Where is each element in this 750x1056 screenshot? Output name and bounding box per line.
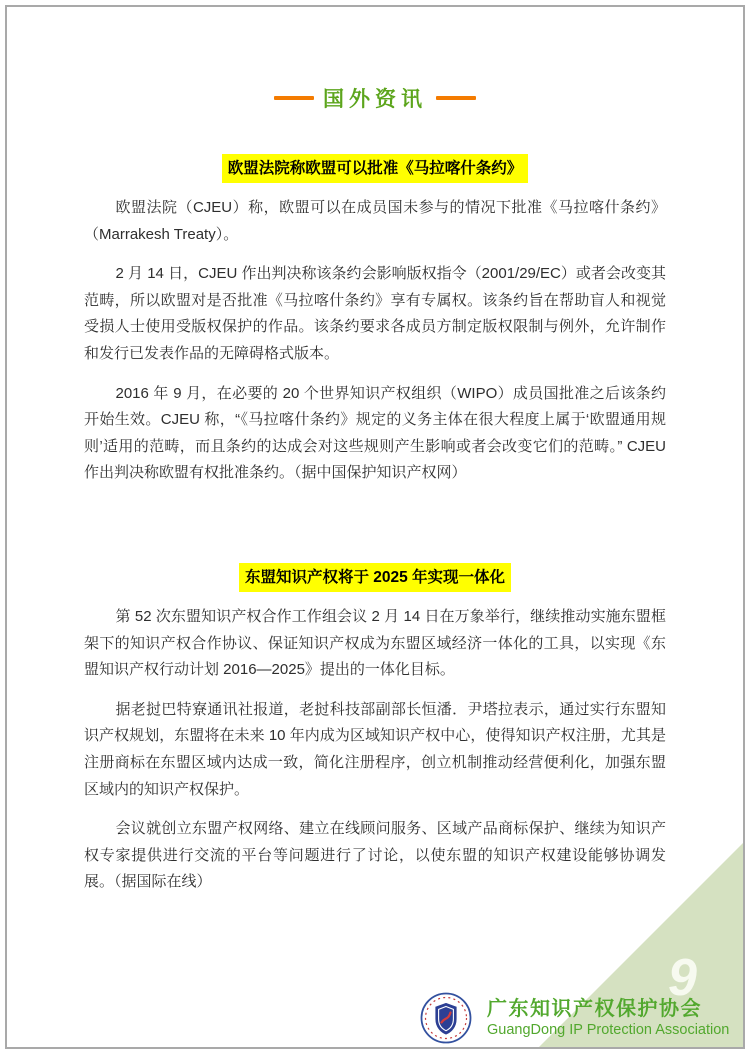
article-title-highlight: 欧盟法院称欧盟可以批准《马拉喀什条约》 (222, 154, 529, 183)
header-dash-right-icon (436, 96, 476, 100)
association-name (487, 997, 729, 1039)
article-title (84, 563, 666, 592)
association-name-en: GuangDong IP Protection Association (487, 1022, 730, 1038)
article-title (84, 154, 666, 183)
section-header (84, 88, 666, 112)
article-paragraph: 欧盟法院（CJEU）称，欧盟可以在成员国未参与的情况下批准《马拉喀什条约》（Marrakesh Treaty）。 (84, 199, 666, 243)
article-paragraph: 2016 年 9 月，在必要的 20 个世界知识产权组织（WIPO）成员国批准之后该条约开始生效。CJEU 称，“《马拉喀什条约》规定的义务主体在很大程度上属于‘欧盟通用规则’适用的范畴，而且条约的达成会对这些规则产生影响或者会改变它们的范畴。” CJEU 作出判决称欧盟有权批准条约。（据中国保护知识产权网） (84, 384, 666, 482)
article-paragraph: 据老挝巴特寮通讯社报道，老挝科技部副部长恒潘．尹塔拉表示，通过实行东盟知识产权规划，东盟将在未来 10 年内成为区域知识产权中心，使得知识产权注册，尤其是注册商标在东盟区域内达成一致，简化注册程序，创立机制推动经营便利化，加强东盟区域内的知识产权保护。 (84, 700, 666, 798)
article-paragraph: 会议就创立东盟产权网络、建立在线顾问服务、区域产品商标保护、继续为知识产权专家提供进行交流的平台等问题进行了讨论，以使东盟的知识产权建设能够协调发展。（据国际在线） (84, 820, 666, 891)
article-title-highlight: 东盟知识产权将于 2025 年实现一体化 (239, 563, 511, 592)
section-header-title: 国外资讯 (323, 88, 427, 111)
page-number: 9 (668, 949, 697, 1007)
association-name-cn: 广东知识产权保护协会 (487, 998, 702, 1020)
association-logo-icon (420, 992, 472, 1044)
page-content (84, 0, 666, 896)
article-paragraph: 第 52 次东盟知识产权合作工作组会议 2 月 14 日在万象举行，继续推动实施东盟框架下的知识产权合作协议、保证知识产权成为东盟区域经济一体化的工具，以实现《东盟知识产权行动计划 2016—2025》提出的一体化目标。 (84, 607, 666, 679)
article-eu-marrakesh (84, 154, 666, 487)
article-asean-integration (84, 563, 666, 896)
header-dash-left-icon (274, 96, 314, 100)
article-paragraph: 2 月 14 日，CJEU 作出判决称该条约会影响版权指令（2001/29/EC）或者会改变其范畴，所以欧盟对是否批准《马拉喀什条约》享有专属权。该条约旨在帮助盲人和视觉受损人士使用受版权保护的作品。该条约要求各成员方制定版权限制与例外，允许制作和发行已发表作品的无障碍格式版本。 (84, 265, 666, 362)
